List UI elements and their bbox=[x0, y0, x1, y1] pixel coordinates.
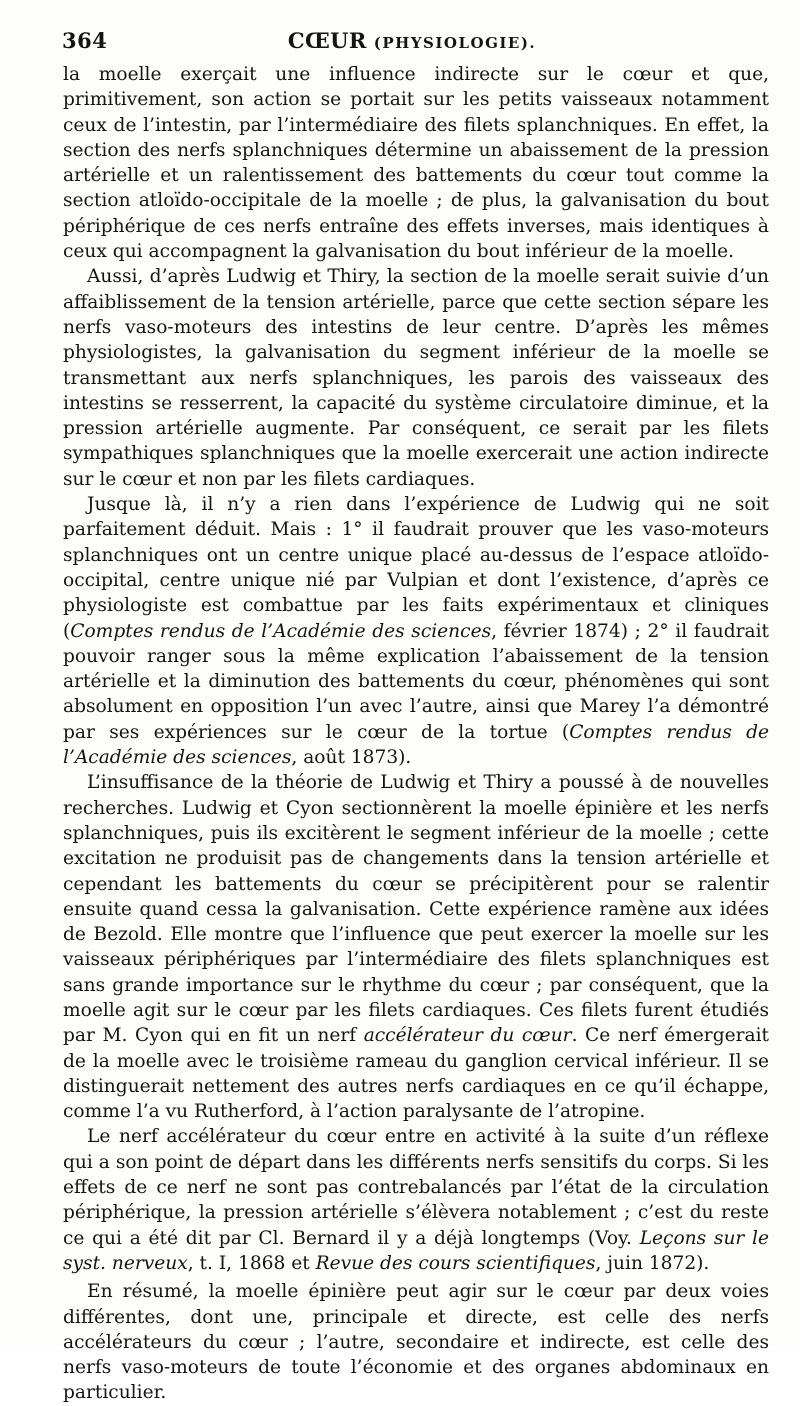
paragraph-continuation bbox=[63, 62, 769, 264]
text-run: Jusque là, il n’y a rien dans l’expérience de Ludwig qui ne soit parfaitement déduit. Mais : 1° il faudrait prouver que les vaso-moteurs splanchniques ont un centre unique placé au-dessus de l’espace atloïdo-occipital, centre unique nié par Vulpian et dont l’existence, d’après ce physiologiste est combattue par les faits expérimentaux et cliniques ( bbox=[63, 494, 769, 642]
text-run: . Ce nerf émergerait de la moelle avec le troisième rameau du ganglion cervical inférieur. Il se distinguerait nettement des autres nerfs cardiaques en ce qu’il échappe, comme l’a vu Rutherford, à l’action paralysante de l’atropine. bbox=[63, 1025, 769, 1123]
running-head bbox=[62, 22, 762, 62]
text-run: Le nerf accélérateur du cœur entre en activité à la suite d’un réflexe qui a son point de départ dans les différents nerfs sensitifs du corps. Si les effets de ce nerf ne sont pas contrebalancés par l’état de la circulation périphérique, la pression artérielle s’élèvera notablement ; c’est du reste ce qui a été dit par Cl. Bernard il y a déjà longtemps (Voy. bbox=[63, 1126, 769, 1249]
text-run: , août 1873). bbox=[291, 747, 412, 769]
page-number: 364 bbox=[62, 28, 108, 53]
running-title-main: CŒUR bbox=[287, 28, 367, 53]
running-title-sub: (PHYSIOLOGIE). bbox=[373, 34, 537, 52]
paragraph-ludwig-thiry bbox=[63, 264, 769, 492]
text-run: , juin 1872). bbox=[595, 1252, 710, 1274]
term-italic: accélérateur du cœur bbox=[363, 1025, 572, 1047]
citation-italic: Comptes rendus de l’Académie des sciences bbox=[63, 721, 769, 769]
citation-italic: Leçons sur le syst. nerveux bbox=[63, 1227, 770, 1274]
text-run: L’insuffisance de la théorie de Ludwig et Thiry a poussé à de nouvelles recherches. Ludwig et Cyon sectionnèrent la moelle épinière et les nerfs splanchniques, puis ils excitèrent le segment inférieur de la moelle ; cette excitation ne produisit pas de changements dans la tension artérielle et cependant les battements du cœur se précipitèrent pour se ralentir ensuite quand cessa la galvanisation. Cette expérience ramène aux idées de Bezold. Elle montre que l’influence que peut exercer la moelle sur les vaisseaux périphériques par l’intermédiaire des filets splanchniques est sans grande importance sur le rhythme du cœur ; par conséquent, que la moelle agit sur le cœur par les filets cardiaques. Ces filets furent étudiés par M. Cyon qui en fit un nerf bbox=[63, 772, 769, 1047]
paragraph-summary bbox=[63, 1279, 769, 1405]
citation-italic: Comptes rendus de l’Académie des sciences bbox=[70, 620, 492, 642]
body-text bbox=[63, 62, 769, 1406]
paragraph-accelerator-nerve bbox=[63, 1124, 769, 1276]
paragraph-objections bbox=[63, 492, 769, 770]
running-title bbox=[62, 28, 762, 53]
text-run: En résumé, la moelle épinière peut agir sur le cœur par deux voies différentes, dont une, principale et directe, est celle des nerfs accélérateurs du cœur ; l’autre, secondaire et indirecte, est celle des nerfs vaso-moteurs de toute l’économie et des organes abdominaux en particulier. bbox=[63, 1281, 769, 1404]
text-run: , t. I, 1868 et bbox=[187, 1252, 316, 1274]
text-run: la moelle exerçait une influence indirecte sur le cœur et que, primitivement, son action se portait sur les petits vaisseaux notamment ceux de l’intestin, par l’intermédiaire des filets splanchniques. En effet, la section des nerfs splanchniques détermine un abaissement de la pression artérielle et un ralentissement des battements du cœur tout comme la section atloïdo-occipitale de la moelle ; de plus, la galvanisation du bout périphérique de ces nerfs entraîne des effets inverses, mais identiques à ceux qui accompagnent la galvanisation du bout inférieur de la moelle. bbox=[63, 64, 769, 263]
text-run: Aussi, d’après Ludwig et Thiry, la section de la moelle serait suivie d’un affaiblissement de la tension artérielle, parce que cette section sépare les nerfs vaso-moteurs des intestins de leur centre. D’après les mêmes physiologistes, la galvanisation du segment inférieur de la moelle se transmettant aux nerfs splanchniques, les parois des vaisseaux des intestins se resserrent, la capacité du système circulatoire diminue, et la pression artérielle augmente. Par conséquent, ce serait par les filets sympathiques splanchniques que la moelle exercerait une action indirecte sur le cœur et non par les filets cardiaques. bbox=[63, 266, 769, 490]
citation-italic: Revue des cours scientifiques bbox=[315, 1252, 596, 1274]
paragraph-ludwig-cyon bbox=[63, 770, 769, 1124]
text-run: , février 1874) ; 2° il faudrait pouvoir ranger sous la même explication l’abaissement de la tension artérielle et la diminution des battements du cœur, phénomènes qui sont absolument en opposition l’un avec l’autre, ainsi que Marey l’a démontré par ses expériences sur le cœur de la tortue ( bbox=[63, 620, 769, 743]
